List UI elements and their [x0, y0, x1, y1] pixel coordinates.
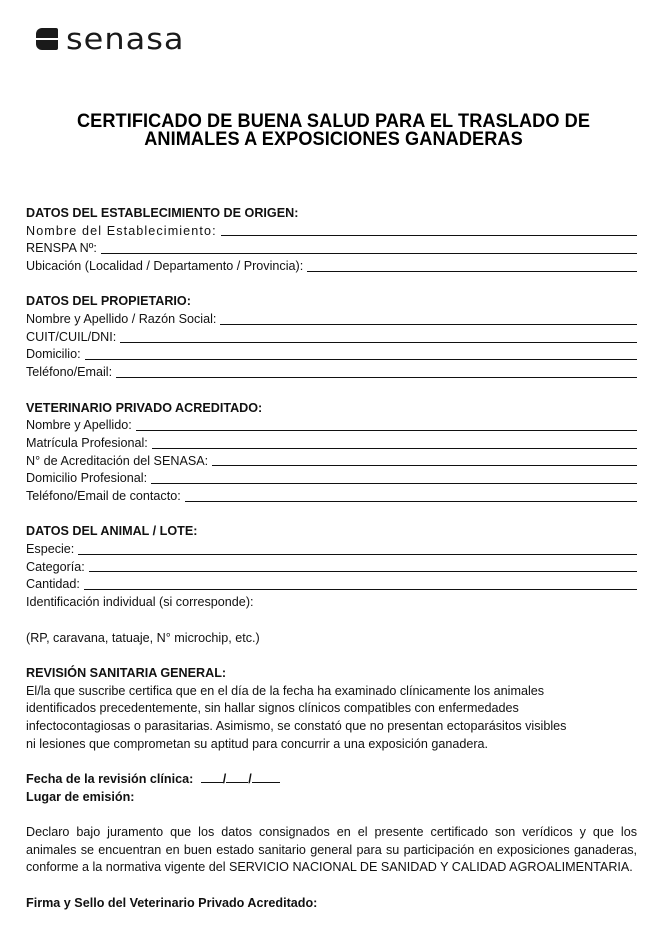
vet-matricula-input[interactable]	[152, 448, 637, 449]
field-nombre-razon-social	[26, 311, 637, 329]
categoria-input[interactable]	[89, 571, 637, 572]
section-heading: REVISIÓN SANITARIA GENERAL:	[26, 665, 227, 680]
field-categoria	[26, 559, 637, 577]
vet-acreditacion-input[interactable]	[212, 465, 637, 466]
fecha-year-input[interactable]	[252, 772, 280, 783]
section-origen	[26, 205, 637, 276]
section-heading: VETERINARIO PRIVADO ACREDITADO:	[26, 400, 263, 415]
date-separator: /	[222, 772, 227, 786]
cantidad-input[interactable]	[84, 589, 637, 590]
fecha-label: Fecha de la revisión clínica:	[26, 772, 194, 786]
field-domicilio	[26, 347, 637, 365]
domicilio-input[interactable]	[85, 359, 637, 360]
vet-domicilio-input[interactable]	[151, 483, 637, 484]
field-vet-acreditacion	[26, 453, 637, 471]
nombre-establecimiento-input[interactable]	[221, 235, 637, 236]
vet-nombre-input[interactable]	[136, 430, 637, 431]
field-label: Teléfono/Email:	[26, 365, 113, 380]
section-heading: DATOS DEL ANIMAL / LOTE:	[26, 524, 198, 539]
revision-body	[26, 683, 637, 754]
cuit-input[interactable]	[120, 342, 637, 343]
section-propietario	[26, 293, 637, 381]
section-revision	[26, 665, 637, 753]
section-heading: DATOS DEL PROPIETARIO:	[26, 294, 191, 309]
field-cuit	[26, 329, 637, 347]
logo-text: senasa	[66, 21, 185, 57]
section-animal	[26, 523, 637, 647]
field-label: Nombre del Establecimiento:	[26, 223, 217, 238]
field-label: Especie:	[26, 542, 75, 557]
lugar-label: Lugar de emisión:	[26, 789, 135, 804]
field-label: Cantidad:	[26, 577, 80, 592]
vet-contacto-input[interactable]	[185, 501, 637, 502]
fecha-row	[26, 771, 637, 789]
certificate-body	[26, 205, 637, 930]
field-label: Teléfono/Email de contacto:	[26, 488, 181, 503]
ubicacion-input[interactable]	[307, 271, 637, 272]
field-label: Nombre y Apellido:	[26, 418, 132, 433]
field-label: Domicilio:	[26, 347, 81, 362]
lugar-row	[26, 789, 637, 807]
field-label: Nombre y Apellido / Razón Social:	[26, 312, 217, 327]
field-vet-contacto	[26, 488, 637, 506]
identificacion-label: Identificación individual (si corresponde):	[26, 595, 254, 610]
field-vet-domicilio	[26, 470, 637, 488]
fecha-month-input[interactable]	[226, 772, 248, 783]
revision-line: infectocontagiosas o parasitarias. Asimismo, se constató que no presentan ectoparásitos visibles	[26, 718, 567, 733]
field-vet-nombre	[26, 417, 637, 435]
field-especie	[26, 541, 637, 559]
title-line-1: CERTIFICADO DE BUENA SALUD PARA EL TRASLADO DE	[76, 110, 591, 132]
revision-line: El/la que suscribe certifica que en el día de la fecha ha examinado clínicamente los animales	[26, 683, 545, 698]
field-label: Ubicación (Localidad / Departamento / Provincia):	[26, 259, 304, 274]
field-nombre-establecimiento	[26, 223, 637, 241]
identificacion-hint: (RP, caravana, tatuaje, N° microchip, etc.)	[26, 630, 260, 645]
field-cantidad	[26, 576, 637, 594]
date-separator: /	[248, 772, 252, 786]
document-title	[23, 112, 643, 148]
nombre-razon-social-input[interactable]	[220, 324, 637, 325]
section-veterinario	[26, 400, 637, 506]
field-vet-matricula	[26, 435, 637, 453]
fecha-day-input[interactable]	[201, 772, 223, 783]
field-label: Categoría:	[26, 559, 85, 574]
especie-input[interactable]	[78, 554, 637, 555]
revision-line: identificados precedentemente, sin hallar signos clínicos compatibles con enfermedades	[26, 701, 519, 716]
section-heading: DATOS DEL ESTABLECIMIENTO DE ORIGEN:	[26, 206, 299, 220]
senasa-logo-mark-icon	[36, 27, 58, 51]
telefono-email-input[interactable]	[116, 377, 637, 378]
field-label: Matrícula Profesional:	[26, 435, 148, 450]
firma-label: Firma y Sello del Veterinario Privado Acreditado:	[26, 895, 318, 910]
title-line-2: ANIMALES A EXPOSICIONES GANADERAS	[144, 128, 523, 150]
field-ubicacion	[26, 258, 637, 276]
renspa-input[interactable]	[101, 253, 637, 254]
field-label: Domicilio Profesional:	[26, 471, 148, 486]
field-label: N° de Acreditación del SENASA:	[26, 453, 209, 468]
declaracion-body: Declaro bajo juramento que los datos consignados en el presente certificado son verídicos y que los animales se encuentran en buen estado sanitario general para su participación en exposiciones ganaderas, conforme a la normativa vigente del SERVICIO NACIONAL DE SANIDAD Y CALIDAD AGROALIMENTARIA.	[26, 825, 637, 875]
field-label: RENSPA Nº:	[26, 241, 97, 256]
field-renspa	[26, 240, 637, 258]
senasa-logo	[36, 21, 185, 57]
field-label: CUIT/CUIL/DNI:	[26, 329, 117, 344]
identificacion-input-area[interactable]	[26, 612, 637, 630]
section-fecha-lugar	[26, 771, 637, 806]
section-declaracion	[26, 824, 637, 877]
field-telefono-email	[26, 364, 637, 382]
revision-line: ni lesiones que comprometan su aptitud para concurrir a una exposición ganadera.	[26, 736, 489, 751]
firma-area[interactable]	[26, 913, 637, 931]
